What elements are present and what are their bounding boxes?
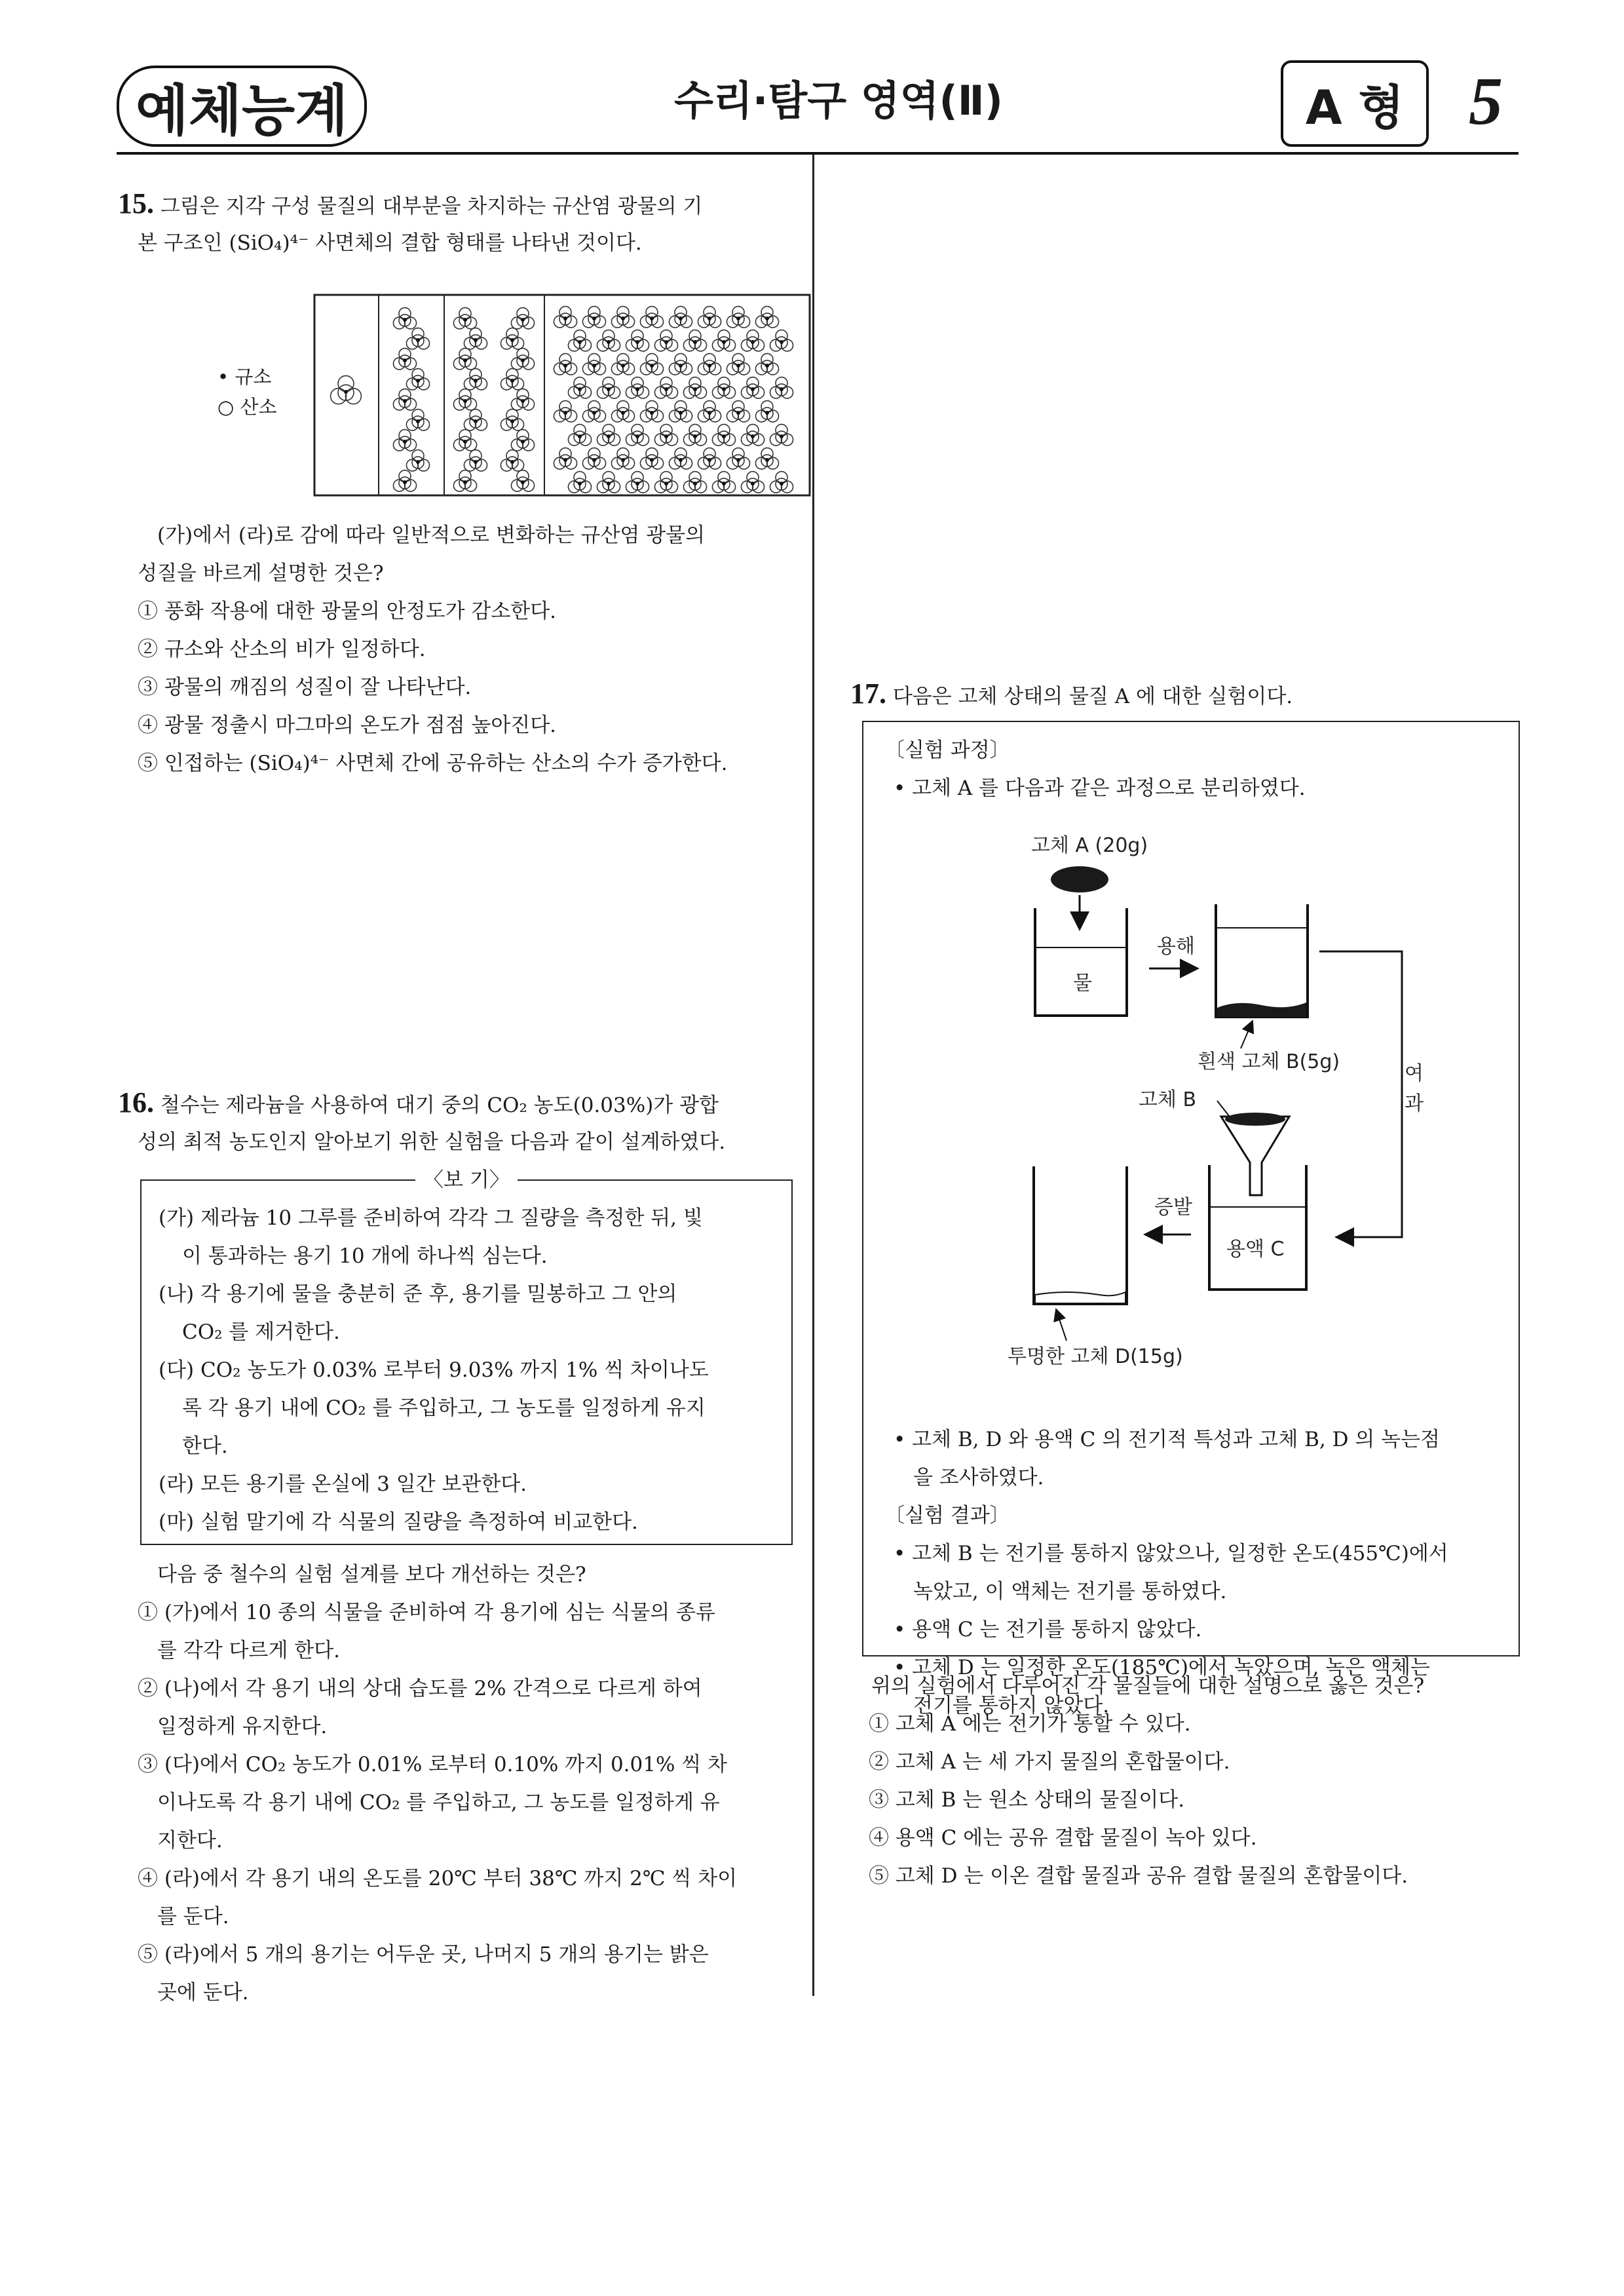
filtration-arrow	[1319, 951, 1402, 1237]
section-badge: 예체능계	[117, 66, 367, 147]
water-label: 물	[1073, 972, 1092, 995]
answer-choice[interactable]: ③ (다)에서 CO₂ 농도가 0.01% 로부터 0.10% 까지 0.01% 씩 차	[138, 1753, 728, 1776]
beaker-mixture	[1216, 904, 1308, 1017]
answer-choice-continuation: 이나도록 각 용기 내에 CO₂ 를 주입하고, 그 농도를 일정하게 유	[157, 1791, 720, 1814]
question-stem: 다음은 고체 상태의 물질 A 에 대한 실험이다.	[892, 685, 1293, 708]
question-number: 15.	[118, 187, 154, 220]
answer-choice[interactable]: ① 풍화 작용에 대한 광물의 안정도가 감소한다.	[138, 600, 557, 623]
bogi-line: CO₂ 를 제거한다.	[182, 1320, 340, 1344]
bogi-box	[140, 1168, 793, 1545]
result-line: 전기를 통하지 않았다.	[913, 1694, 1110, 1717]
question-17-prompt: 위의 실험에서 다루어진 각 물질들에 대한 설명으로 옳은 것은?	[871, 1674, 1425, 1698]
bogi-line: (마) 실험 말기에 각 식물의 질량을 측정하여 비교한다.	[159, 1510, 638, 1534]
answer-choice[interactable]: ① 고체 A 에는 전기가 통할 수 있다.	[869, 1712, 1191, 1736]
answer-choice-continuation: 곳에 둔다.	[157, 1981, 249, 2004]
legend-silicon: • 규소	[217, 366, 272, 388]
process-step: • 고체 B, D 와 용액 C 의 전기적 특성과 고체 B, D 의 녹는점	[894, 1428, 1440, 1451]
process-step-continuation: 을 조사하였다.	[913, 1466, 1044, 1489]
question-stem-line: 성의 최적 농도인지 알아보기 위한 실험을 다음과 같이 설계하였다.	[138, 1130, 726, 1154]
answer-choice[interactable]: ⑤ 고체 D 는 이온 결합 물질과 공유 결합 물질의 혼합물이다.	[869, 1864, 1408, 1888]
silicate-double-chain	[453, 308, 534, 491]
answer-choice[interactable]: ② (나)에서 각 용기 내의 상대 습도를 2% 간격으로 다르게 하여	[138, 1677, 702, 1700]
answer-choice[interactable]: ① (가)에서 10 종의 식물을 준비하여 각 용기에 심는 식물의 종류	[138, 1601, 715, 1624]
answer-choice[interactable]: ⑤ 인접하는 (SiO₄)⁴⁻ 사면체 간에 공유하는 산소의 수가 증가한다.	[138, 752, 728, 775]
question-stem-line: 본 구조인 (SiO₄)⁴⁻ 사면체의 결합 형태를 나타낸 것이다.	[138, 231, 642, 255]
solid-a-label: 고체 A (20g)	[1031, 834, 1148, 857]
answer-choice[interactable]: ④ (라)에서 각 용기 내의 온도를 20℃ 부터 38℃ 까지 2℃ 씩 차이	[138, 1867, 738, 1890]
process-step: • 고체 A 를 다음과 같은 과정으로 분리하였다.	[894, 776, 1306, 800]
bogi-title: 〈보 기〉	[415, 1168, 518, 1192]
answer-choice-continuation: 를 각각 다르게 한다.	[157, 1639, 340, 1662]
bogi-line: 이 통과하는 용기 10 개에 하나씩 심는다.	[182, 1244, 548, 1268]
silicate-structure-figure	[197, 288, 812, 505]
solid-d-label: 투명한 고체 D(15g)	[1008, 1345, 1183, 1368]
bogi-line: (나) 각 용기에 물을 충분히 준 후, 용기를 밀봉하고 그 안의	[159, 1282, 677, 1306]
funnel	[1221, 1113, 1289, 1195]
result-line: • 고체 D 는 일정한 온도(185℃)에서 녹았으며, 녹은 액체는	[894, 1656, 1430, 1679]
bogi-line: 한다.	[182, 1434, 228, 1458]
solid-b-label: 고체 B	[1139, 1088, 1197, 1111]
answer-choice[interactable]: ④ 용액 C 에는 공유 결합 물질이 녹아 있다.	[869, 1826, 1257, 1850]
answer-choice[interactable]: ④ 광물 정출시 마그마의 온도가 점점 높아진다.	[138, 714, 557, 737]
solution-c-label: 용액 C	[1226, 1238, 1285, 1261]
question-16-prompt: 다음 중 철수의 실험 설계를 보다 개선하는 것은?	[157, 1563, 586, 1586]
question-stem-line: 그림은 지각 구성 물질의 대부분을 차지하는 규산염 광물의 기	[160, 195, 703, 218]
question-number: 16.	[118, 1086, 154, 1119]
bogi-line: (다) CO₂ 농도가 0.03% 로부터 9.03% 까지 1% 씩 차이나도	[159, 1358, 709, 1382]
answer-choice[interactable]: ③ 고체 B 는 원소 상태의 물질이다.	[869, 1788, 1185, 1812]
question-prompt-line: (가)에서 (라)로 감에 따라 일반적으로 변화하는 규산염 광물의	[157, 524, 706, 547]
beaker-solution-c	[1209, 1165, 1306, 1290]
beaker-solid-d	[1034, 1166, 1127, 1304]
result-line: 녹았고, 이 액체는 전기를 통하였다.	[913, 1580, 1227, 1603]
question-number: 17.	[850, 678, 886, 710]
answer-choice[interactable]: ③ 광물의 깨짐의 성질이 잘 나타난다.	[138, 676, 472, 699]
answer-choice-continuation: 일정하게 유지한다.	[157, 1715, 328, 1738]
silicate-single-tetrahedron	[331, 375, 362, 404]
header-rule	[117, 152, 1519, 155]
answer-choice[interactable]: ⑤ (라)에서 5 개의 용기는 어두운 곳, 나머지 5 개의 용기는 밝은	[138, 1943, 709, 1966]
page-title: 수리·탐구 영역(Ⅱ)	[673, 77, 1003, 124]
evaporate-label: 증발	[1154, 1196, 1192, 1219]
answer-choice-continuation: 를 둔다.	[157, 1905, 229, 1928]
silicate-panels	[313, 294, 811, 497]
answer-choice[interactable]: ② 규소와 산소의 비가 일정하다.	[138, 638, 426, 661]
process-title: 〔실험 과정〕	[884, 738, 1010, 762]
filtration-label: 과	[1405, 1092, 1424, 1115]
result-title: 〔실험 결과〕	[884, 1504, 1010, 1527]
beaker-water	[1035, 908, 1127, 1016]
silicate-sheet	[554, 307, 793, 493]
bogi-line: (라) 모든 용기를 온실에 3 일간 보관한다.	[159, 1472, 527, 1496]
legend-oxygen: ○ 산소	[217, 396, 277, 418]
result-line: • 고체 B 는 전기를 통하지 않았으나, 일정한 온도(455℃)에서	[894, 1542, 1448, 1565]
exam-form-type: A 형	[1281, 60, 1429, 147]
page-number: 5	[1469, 64, 1503, 139]
answer-choice[interactable]: ② 고체 A 는 세 가지 물질의 혼합물이다.	[869, 1750, 1230, 1774]
question-prompt-line: 성질을 바르게 설명한 것은?	[138, 562, 384, 585]
question-stem-line: 철수는 제라늄을 사용하여 대기 중의 CO₂ 농도(0.03%)가 광합	[160, 1094, 719, 1117]
dissolve-label: 용해	[1157, 935, 1195, 958]
separation-diagram	[1001, 831, 1433, 1407]
bogi-line: 록 각 용기 내에 CO₂ 를 주입하고, 그 농도를 일정하게 유지	[182, 1396, 706, 1420]
result-line: • 용액 C 는 전기를 통하지 않았다.	[894, 1618, 1202, 1641]
answer-choice-continuation: 지한다.	[157, 1829, 223, 1852]
question-17	[850, 675, 1293, 716]
solid-a-lump	[1051, 866, 1108, 892]
filtration-label: 여	[1405, 1062, 1424, 1085]
silicate-single-chain	[393, 308, 429, 491]
white-solid-label: 흰색 고체 B(5g)	[1198, 1050, 1340, 1073]
column-divider	[812, 155, 814, 1996]
bogi-line: (가) 제라늄 10 그루를 준비하여 각각 그 질량을 측정한 뒤, 빛	[159, 1206, 703, 1230]
